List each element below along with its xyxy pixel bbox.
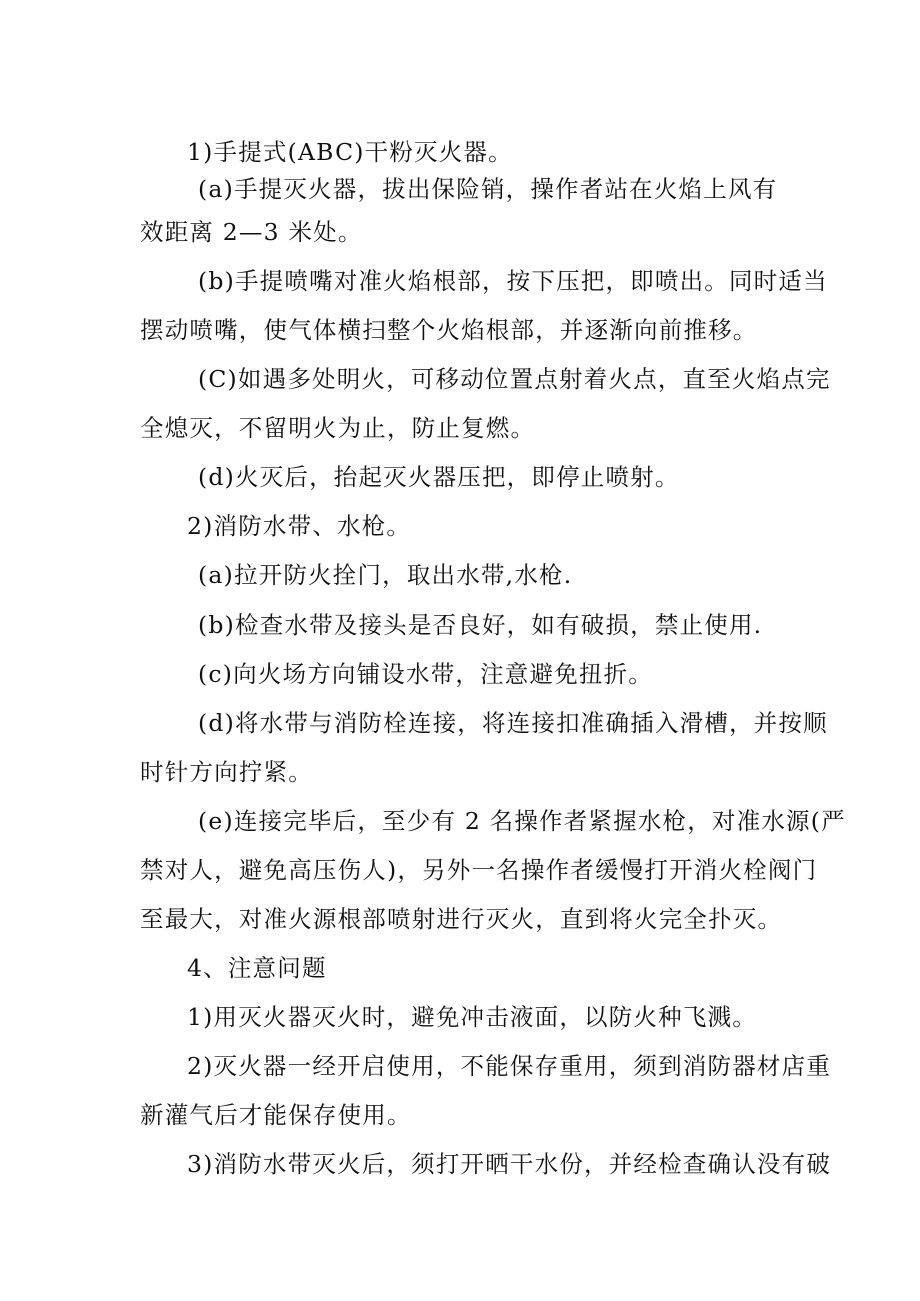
text-line: 3)消防水带灭火后，须打开晒干水份，并经检查确认没有破	[187, 1150, 832, 1178]
text-line: 全熄灭，不留明火为止，防止复燃。	[140, 414, 536, 442]
text-line: (a)拉开防火拴门，取出水带,水枪.	[198, 561, 573, 589]
text-line: (b)手提喷嘴对准火焰根部，按下压把，即喷出。同时适当	[198, 267, 828, 295]
text-line: 2)灭火器一经开启使用，不能保存重用，须到消防器材店重	[187, 1052, 832, 1080]
text-line: (C)如遇多处明火，可移动位置点射着火点，直至火焰点完	[198, 365, 831, 393]
text-line: 至最大，对准火源根部喷射进行灭火，直到将火完全扑灭。	[140, 905, 783, 933]
text-line: 摆动喷嘴，使气体横扫整个火焰根部，并逐渐向前推移。	[140, 316, 758, 344]
text-line: 禁对人，避免高压伤人)，另外一名操作者缓慢打开消火栓阀门	[140, 856, 818, 884]
text-line: (d)火灭后，抬起灭火器压把，即停止喷射。	[198, 463, 680, 491]
text-line: 效距离 2—3 米处。	[140, 218, 363, 246]
text-line: (b)检查水带及接头是否良好，如有破损，禁止使用.	[198, 611, 763, 639]
heading-fire-hose: 2)消防水带、水枪。	[187, 512, 412, 540]
text-line: (a)手提灭火器，拔出保险销，操作者站在火焰上风有	[198, 175, 778, 203]
text-line: 时针方向拧紧。	[140, 758, 313, 786]
text-line: (e)连接完毕后，至少有 2 名操作者紧握水枪，对准水源(严	[198, 807, 846, 835]
text-line: 1)用灭火器灭火时，避免冲击液面，以防火种飞溅。	[187, 1003, 757, 1031]
text-line: (c)向火场方向铺设水带，注意避免扭折。	[198, 660, 653, 688]
heading-precautions: 4、注意问题	[187, 954, 327, 982]
text-line: (d)将水带与消防栓连接，将连接扣准确插入滑槽，并按顺	[198, 709, 828, 737]
heading-abc-extinguisher: 1)手提式(ABC)干粉灭火器。	[187, 138, 513, 166]
text-line: 新灌气后才能保存使用。	[140, 1101, 412, 1129]
